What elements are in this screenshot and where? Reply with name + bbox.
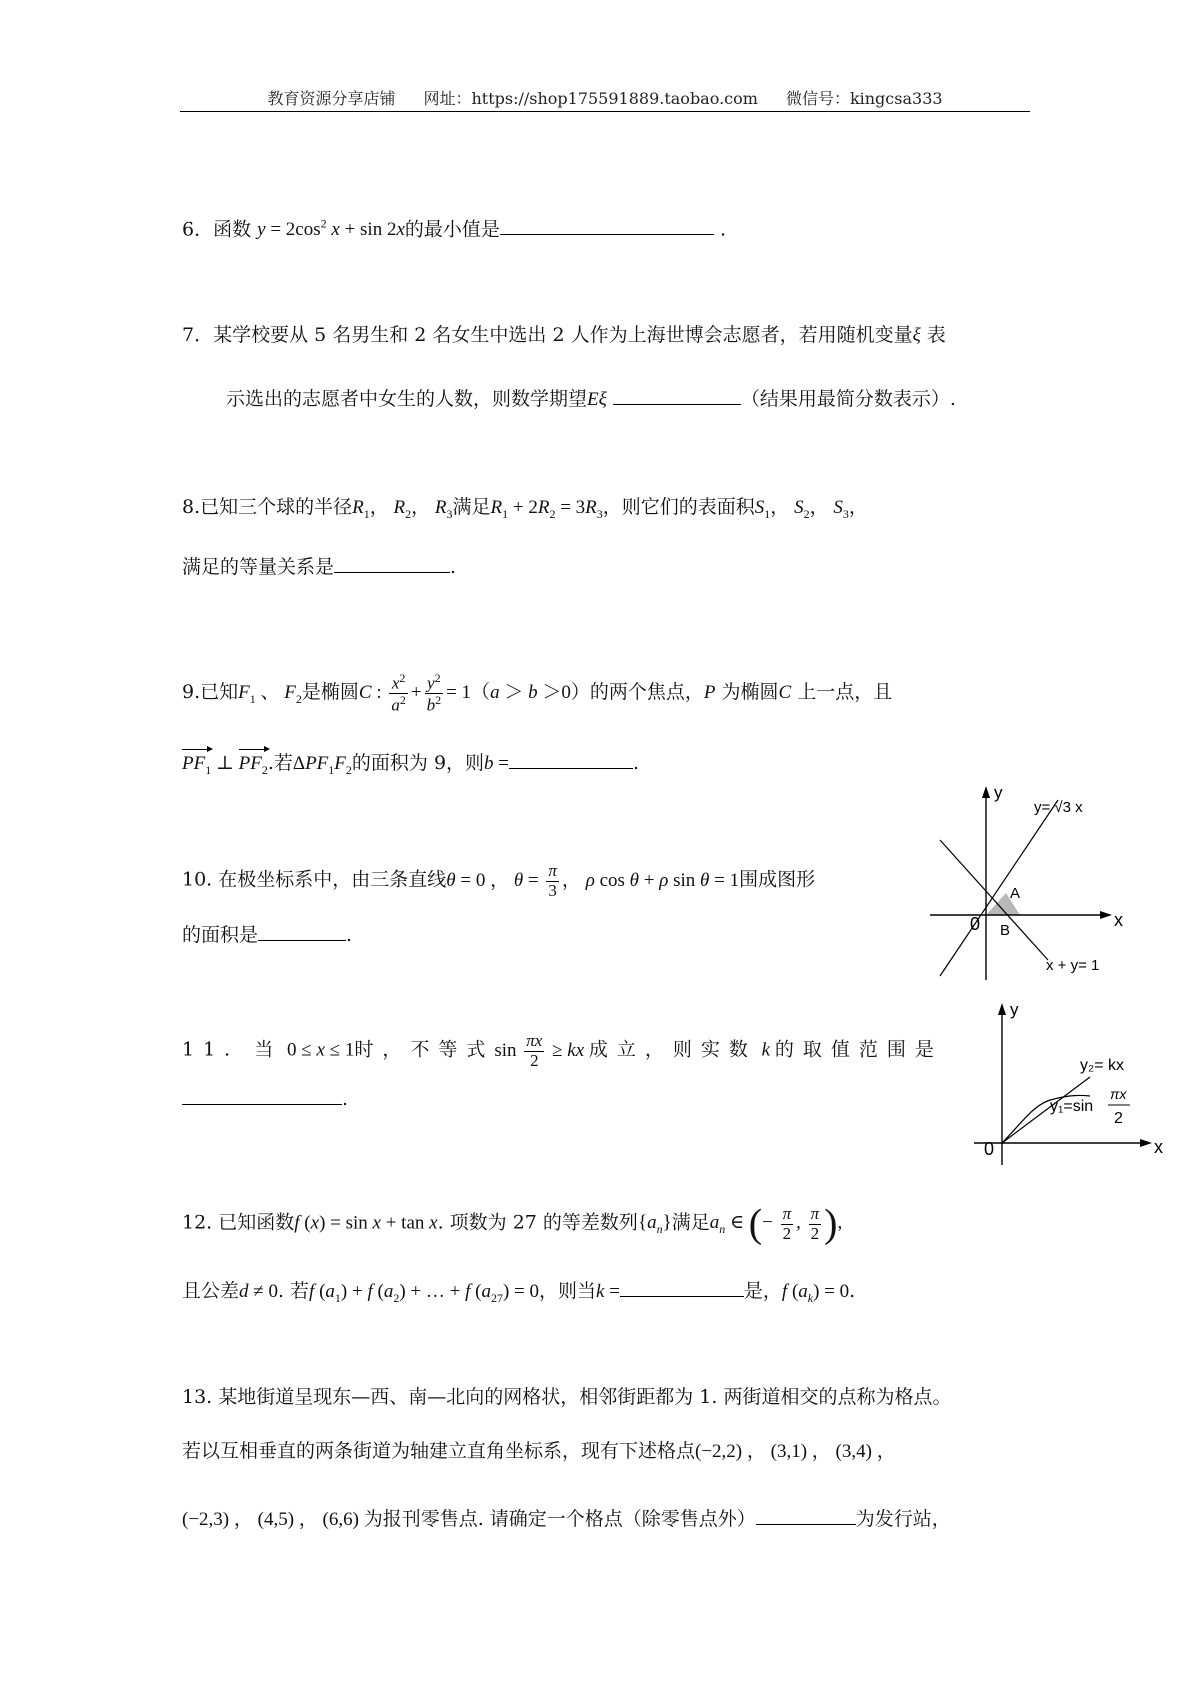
q9-foci: $F_1$ 、 $F_2$ [238, 682, 302, 706]
point-b: B [1000, 922, 1011, 939]
q8-text-3: ，则它们的表面积 [602, 496, 755, 518]
q7-xi: ξ [912, 325, 921, 346]
question-7-line-1 [182, 326, 946, 345]
answer-blank [334, 571, 450, 573]
q9-text-5: 为椭圆 [721, 681, 779, 704]
q11-range: 0 ≤ x ≤ 1 [282, 1039, 355, 1061]
q13-text-4: 为发行站， [855, 1508, 951, 1530]
q12-text: 12. 已知函数 [182, 1211, 295, 1234]
question-9-line-2 [182, 754, 639, 776]
line2-label: x + y= 1 [1046, 957, 1100, 974]
q11-ineq: sin $\frac{\pi x}{2}$ ≥ kx [494, 1031, 585, 1070]
page-header [180, 86, 1030, 109]
q8-condition: $R_1 + 2R_2 = 3R_3$ [490, 497, 603, 521]
q12-text-6: ，则当 [538, 1280, 596, 1302]
q12-sum: f $(a_1) + f$ $(a_2)$ + … + f $(a_{27}) = 0$ [309, 1281, 539, 1305]
q13-points-2: (−2,3) ， (4,5) ， (6,6) [182, 1509, 364, 1530]
q11-graph [970, 995, 1175, 1170]
q13-text: 13. 某地街道呈现东—西、南—北向的网格状，相邻街距都为 1. 两街道相交的点称为格点。 [182, 1386, 952, 1408]
q12-end: . [849, 1280, 856, 1302]
q12-fak: f $(a_k) = 0$ [781, 1281, 850, 1305]
question-6 [182, 218, 726, 239]
q11-text-4: 的取值范围是 [774, 1038, 943, 1061]
y2-label: y₂= kx [1080, 1057, 1124, 1074]
q10-lines: θ = 0 ， θ = $\frac{\pi}{3}$ ， ρ cos θ + ρ sin θ = 1 [446, 861, 740, 900]
question-12-line-1 [182, 1201, 843, 1246]
question-13-line-1 [182, 1388, 951, 1407]
q9-text-6: 上一点，且 [797, 681, 893, 704]
q7-end: 表 [926, 324, 946, 346]
q8-text: 8.已知三个球的半径 [182, 496, 353, 518]
q9-b: b = [484, 753, 510, 774]
wechat-id: 微信号：kingcsa333 [785, 89, 943, 108]
q12-text-4: 且公差 [182, 1280, 240, 1302]
q10-end: . [346, 924, 353, 946]
q8-text-2: 满足 [452, 496, 491, 518]
q9-vectors: $PF_1$ ⊥ $PF_2$ [182, 753, 268, 777]
q9-text: 9.已知 [182, 681, 239, 704]
y-arrow-icon [998, 1003, 1006, 1015]
q9-ellipse: C : $\frac{x^2}{a^2}$ + $\frac{y^2}{b^2}$ = 1 [358, 671, 472, 715]
shop-url: 网址：https://shop175591889.taobao.com [423, 89, 758, 108]
question-10-line-1 [182, 862, 815, 900]
q6-text: 的最小值是 [404, 218, 500, 241]
question-13-line-3 [182, 1510, 951, 1529]
q9-c: C [778, 682, 792, 704]
y1-label: y₁=sin [1050, 1098, 1094, 1115]
origin-label: 0 [970, 914, 981, 934]
y1-frac-den: 2 [1114, 1110, 1123, 1127]
q11-k: k [756, 1039, 775, 1061]
q11-text-3: 成立，则实数 [588, 1038, 757, 1061]
question-12-line-2 [182, 1282, 855, 1304]
q13-points-1: (−2,2) ， (3,1) ， (3,4) ， [695, 1441, 896, 1462]
origin-label: 0 [984, 1139, 995, 1159]
y-label: y [1010, 1000, 1019, 1019]
q9-text-4: ）的两个焦点， [570, 681, 704, 704]
x-arrow-icon [1140, 1139, 1152, 1147]
q7-text: 7．某学校要从 5 名男生和 2 名女生中选出 2 人作为上海世博会志愿者，若用随机变量 [182, 324, 913, 346]
q13-text-3: 为报刊零售点. 请确定一个格点（除零售点外） [363, 1508, 756, 1530]
q9-end: . [633, 752, 640, 774]
answer-blank [500, 233, 714, 235]
q6-formula: $y = 2\cos^2$ x + sin 2x [257, 217, 405, 241]
shop-name: 教育资源分享店铺 [267, 89, 396, 108]
q7-text-2: 示选出的志愿者中女生的人数，则数学期望 [226, 388, 588, 410]
q11-end: . [342, 1088, 349, 1110]
q12-d: d ≠ 0 [239, 1281, 278, 1302]
question-11-line-1 [182, 1032, 943, 1070]
answer-blank [182, 1103, 342, 1105]
q7-text-3: （结果用最简分数表示）. [740, 388, 956, 410]
question-10-line-2 [182, 926, 352, 945]
q11-text: 11. 当 [182, 1038, 283, 1061]
point-a: A [1010, 885, 1021, 902]
answer-blank [756, 1523, 856, 1525]
question-8-line-1 [182, 498, 868, 520]
q10-graph [930, 780, 1140, 985]
q9-triangle: $\Delta PF_1F_2$ [292, 753, 352, 777]
q10-text-2: 围成图形 [739, 868, 816, 891]
q12-interval: $a_n$ ∈ (− $\frac{\pi}{2}$ , $\frac{\pi}{2}$ ), [709, 1201, 843, 1246]
q9-text-8: 的面积为 9，则 [351, 752, 485, 774]
q6-label: 6．函数 [182, 218, 252, 241]
q10-text: 10. 在极坐标系中，由三条直线 [182, 868, 447, 891]
question-11-line-2 [182, 1090, 348, 1109]
q9-text-3: （ [471, 681, 491, 704]
q9-cond: a ＞ b ＞0 [490, 682, 571, 704]
x-label: x [1114, 910, 1123, 930]
x-label: x [1154, 1137, 1163, 1157]
y-arrow-icon [982, 786, 990, 798]
q11-text-2: 时，不等式 [354, 1038, 495, 1061]
answer-blank [613, 403, 741, 405]
question-7-line-2 [226, 390, 956, 409]
y-label: y [994, 783, 1003, 802]
q12-seq: $\{a_n\}$ [637, 1212, 672, 1237]
q12-text-7: 是， [743, 1280, 782, 1302]
y1-frac-num: πx [1110, 1086, 1127, 1102]
q7-expectation: Eξ [587, 389, 607, 410]
q13-text-2: 若以互相垂直的两条街道为轴建立直角坐标系，现有下述格点 [182, 1440, 696, 1462]
q8-end: . [450, 556, 457, 578]
answer-blank [620, 1295, 744, 1297]
line1-label: y= √3 x [1034, 799, 1083, 816]
q12-text-5: . 若 [277, 1280, 310, 1302]
x-arrow-icon [1100, 911, 1112, 919]
q9-text-2: 是椭圆 [301, 681, 359, 704]
question-13-line-2 [182, 1442, 896, 1461]
q8-areas: $S_1$， $S_2$， $S_3$， [754, 497, 868, 521]
question-8-line-2 [182, 558, 456, 577]
q8-text-4: 满足的等量关系是 [182, 556, 335, 578]
answer-blank [509, 767, 633, 769]
q12-text-2: . 项数为 27 的等差数列 [437, 1211, 638, 1234]
q6-end: . [719, 218, 726, 241]
line-x-plus-y [940, 840, 1048, 960]
question-9-line-1 [182, 672, 892, 716]
q8-radii: $R_1$， $R_2$， $R_3$ [352, 497, 453, 521]
q12-text-3: 满足 [671, 1211, 710, 1234]
q10-text-3: 的面积是 [182, 924, 259, 946]
q9-p: P [703, 682, 716, 704]
line-sqrt3x [940, 800, 1058, 976]
header-divider [180, 111, 1030, 112]
q12-k: k = [596, 1281, 620, 1302]
q12-func: f (x) = sin x + tan x [294, 1212, 438, 1234]
q9-text-7: .若 [267, 752, 293, 774]
answer-blank [258, 939, 346, 941]
